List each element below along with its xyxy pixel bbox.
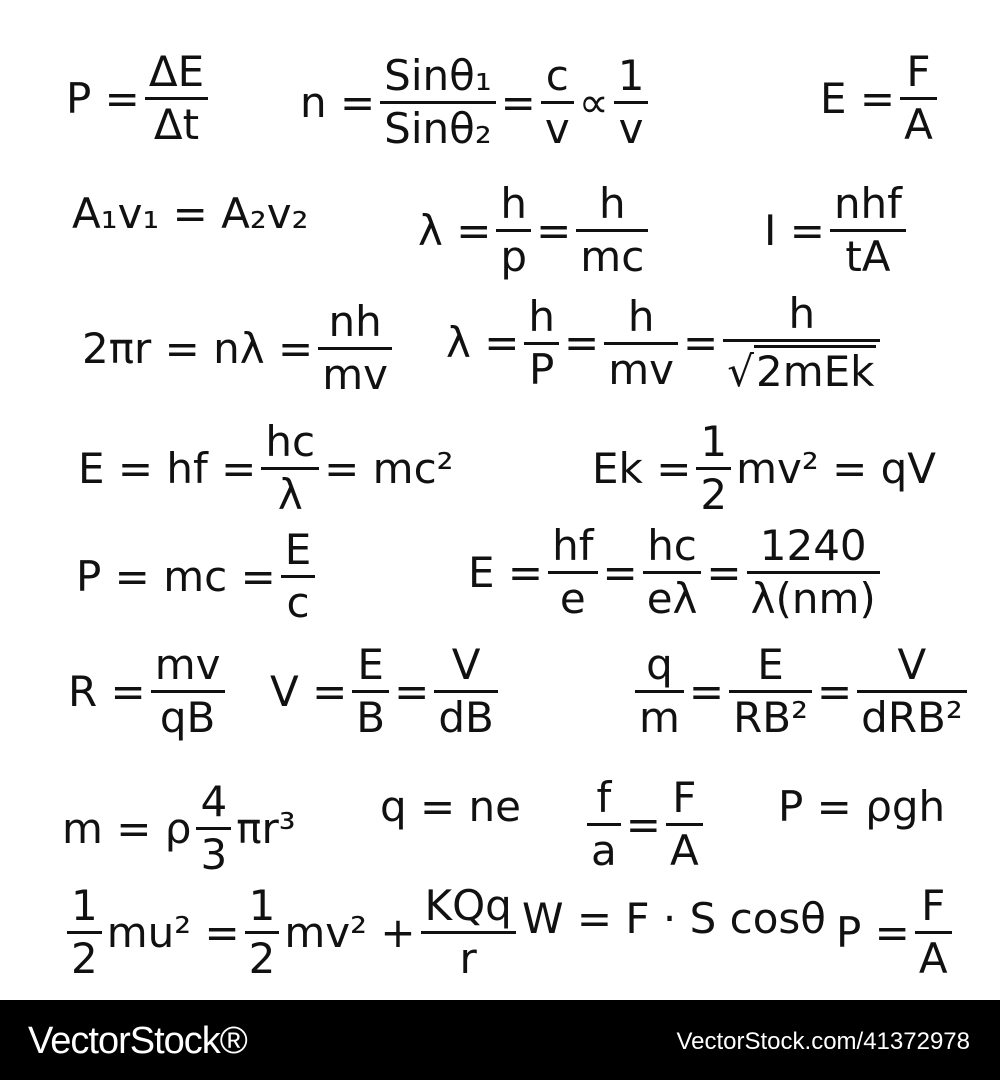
fraction xyxy=(261,417,319,520)
formula-text: m = ρ xyxy=(62,803,192,853)
denominator: v xyxy=(544,104,570,154)
formula-energy-conservation xyxy=(62,881,521,984)
formula-text: P = xyxy=(66,73,140,123)
fraction xyxy=(318,297,392,400)
numerator: h xyxy=(528,291,556,341)
numerator: nh xyxy=(328,297,382,346)
formula-text: = xyxy=(683,318,719,368)
denominator: v xyxy=(618,104,644,154)
denominator: λ(nm) xyxy=(750,574,876,624)
denominator: r xyxy=(459,934,477,984)
formula-text: = xyxy=(536,205,572,255)
formula-pressure xyxy=(836,881,957,984)
formula-ratio xyxy=(582,773,708,876)
formula-text: q = ne xyxy=(380,782,522,831)
formula-refractive-index xyxy=(300,51,653,154)
denominator: p xyxy=(500,232,528,282)
numerator: ΔE xyxy=(148,47,205,96)
numerator: h xyxy=(627,291,655,341)
formula-text: A₁v₁ = A₂v₂ xyxy=(72,189,309,238)
denominator: P xyxy=(529,344,555,394)
denominator: Δt xyxy=(153,100,200,150)
formula-de-broglie-photon xyxy=(418,179,653,282)
fraction xyxy=(723,289,880,397)
square-root xyxy=(727,345,876,397)
formula-field-strength xyxy=(820,47,942,150)
formula-text: P = mc = xyxy=(76,551,276,601)
denominator xyxy=(723,345,880,397)
numerator: hc xyxy=(647,521,697,570)
fraction xyxy=(281,525,316,628)
denominator: A xyxy=(904,100,933,150)
denominator: m xyxy=(639,693,680,743)
numerator: hc xyxy=(265,417,316,466)
fraction-bar xyxy=(723,339,880,342)
denominator: a xyxy=(591,826,617,876)
denominator: RB² xyxy=(733,693,808,743)
numerator: q xyxy=(646,640,673,689)
fraction xyxy=(643,521,702,624)
formula-text: W = F · S cosθ xyxy=(522,894,827,943)
formula-text: R = xyxy=(68,666,146,716)
denominator: e xyxy=(559,574,586,624)
formula-bohr-orbit xyxy=(82,297,397,400)
formula-velocity-selector xyxy=(270,640,503,743)
denominator: c xyxy=(286,578,310,628)
fraction xyxy=(576,179,648,282)
fraction xyxy=(614,51,649,154)
formula-text: = xyxy=(688,666,725,716)
formula-text: = xyxy=(500,77,536,127)
fraction xyxy=(604,291,678,394)
denominator: A xyxy=(669,826,699,876)
formula-text: E = hf = xyxy=(78,443,257,493)
formula-text: Ek = xyxy=(592,443,692,493)
fraction xyxy=(747,521,880,624)
formula-work xyxy=(522,894,827,943)
numerator: KQq xyxy=(424,881,512,930)
formula-text: n = xyxy=(300,77,376,127)
formula-text: = xyxy=(564,318,600,368)
denominator: qB xyxy=(159,693,216,743)
formula-text: = xyxy=(394,666,430,716)
fraction xyxy=(666,773,703,876)
numerator: hf xyxy=(552,521,594,570)
denominator: Sinθ₂ xyxy=(384,104,492,154)
formula-continuity xyxy=(72,189,309,238)
fraction xyxy=(67,881,102,984)
numerator: F xyxy=(672,773,697,822)
radicand: 2mEk xyxy=(755,347,875,397)
radical-icon: √ xyxy=(727,347,754,397)
formula-text: 2πr = nλ = xyxy=(82,323,314,373)
numerator: E xyxy=(357,640,384,689)
formula-text: mv² + xyxy=(284,907,416,957)
formula-text: mv² = qV xyxy=(736,443,937,493)
formula-text: = mc² xyxy=(324,443,454,493)
formula-pressure-fluid xyxy=(778,782,946,831)
denominator: λ xyxy=(277,470,303,520)
denominator: dRB² xyxy=(861,693,963,743)
fraction xyxy=(696,417,731,520)
denominator: 2 xyxy=(248,934,276,984)
numerator: F xyxy=(921,881,946,930)
formula-intensity xyxy=(764,179,911,282)
denominator: B xyxy=(356,693,386,743)
formula-text: ∝ xyxy=(578,77,609,127)
numerator: h xyxy=(598,179,626,228)
formula-power xyxy=(66,47,213,150)
denominator: A xyxy=(918,934,948,984)
formula-radius xyxy=(68,640,230,743)
numerator: 1 xyxy=(248,881,276,930)
numerator: E xyxy=(284,525,312,574)
numerator: 4 xyxy=(200,777,228,826)
denominator: mv xyxy=(322,350,388,400)
numerator: Sinθ₁ xyxy=(384,51,492,100)
formula-text: = xyxy=(625,799,661,849)
fraction xyxy=(830,179,906,282)
denominator: 2 xyxy=(700,470,728,520)
numerator: f xyxy=(596,773,612,822)
fraction xyxy=(900,47,937,150)
denominator: mc xyxy=(580,232,645,282)
formula-text: = xyxy=(816,666,853,716)
formula-text: E = xyxy=(820,73,896,123)
numerator: h xyxy=(788,289,816,338)
formula-text: λ = xyxy=(418,205,492,255)
numerator: E xyxy=(757,640,784,689)
formula-text: P = xyxy=(836,907,910,957)
numerator: c xyxy=(545,51,569,100)
denominator: eλ xyxy=(646,574,698,624)
formula-kinetic-energy xyxy=(592,417,937,520)
formula-text: E = xyxy=(468,547,544,597)
fraction xyxy=(857,640,967,743)
denominator: 2 xyxy=(71,934,98,984)
numerator: h xyxy=(500,179,528,228)
formula-text: mu² = xyxy=(106,907,240,957)
denominator: tA xyxy=(845,232,891,282)
fraction xyxy=(380,51,495,154)
formula-photon-momentum xyxy=(76,525,320,628)
fraction xyxy=(548,521,597,624)
numerator: mv xyxy=(154,640,221,689)
formula-de-broglie-particle xyxy=(446,289,885,397)
formula-charge-to-mass xyxy=(630,640,972,743)
formula-text: P = ρgh xyxy=(778,782,946,831)
numerator: V xyxy=(897,640,927,689)
numerator: 1 xyxy=(71,881,98,930)
numerator: 1240 xyxy=(759,521,867,570)
fraction xyxy=(587,773,621,876)
formula-photon-energy xyxy=(78,417,454,520)
fraction xyxy=(352,640,389,743)
formula-text: = xyxy=(602,547,638,597)
formula-text: I = xyxy=(764,205,825,255)
denominator: 3 xyxy=(200,830,228,880)
formula-text: = xyxy=(706,547,742,597)
fraction xyxy=(541,51,574,154)
formula-text: πr³ xyxy=(236,803,296,853)
fraction xyxy=(245,881,280,984)
brand-logo[interactable]: VectorStock® xyxy=(28,1020,247,1062)
numerator: F xyxy=(906,47,931,96)
formula-text: λ = xyxy=(446,318,520,368)
fraction xyxy=(434,640,497,743)
denominator: mv xyxy=(608,344,675,394)
fraction xyxy=(421,881,516,984)
formula-photon-energy-ev xyxy=(468,521,885,624)
fraction xyxy=(729,640,812,743)
denominator: dB xyxy=(438,693,494,743)
numerator: 1 xyxy=(617,51,645,100)
formula-mass-sphere xyxy=(62,777,296,880)
fraction xyxy=(635,640,684,743)
fraction xyxy=(524,291,559,394)
numerator: V xyxy=(451,640,481,689)
fraction xyxy=(196,777,231,880)
footer-bar xyxy=(0,1000,1000,1080)
image-credit[interactable]: VectorStock.com/41372978 xyxy=(676,1028,970,1055)
fraction xyxy=(151,640,225,743)
formula-text: V = xyxy=(270,666,348,716)
formula-charge xyxy=(380,782,522,831)
fraction xyxy=(915,881,952,984)
numerator: 1 xyxy=(700,417,728,466)
numerator: nhf xyxy=(833,179,902,228)
fraction xyxy=(145,47,208,150)
fraction xyxy=(496,179,531,282)
